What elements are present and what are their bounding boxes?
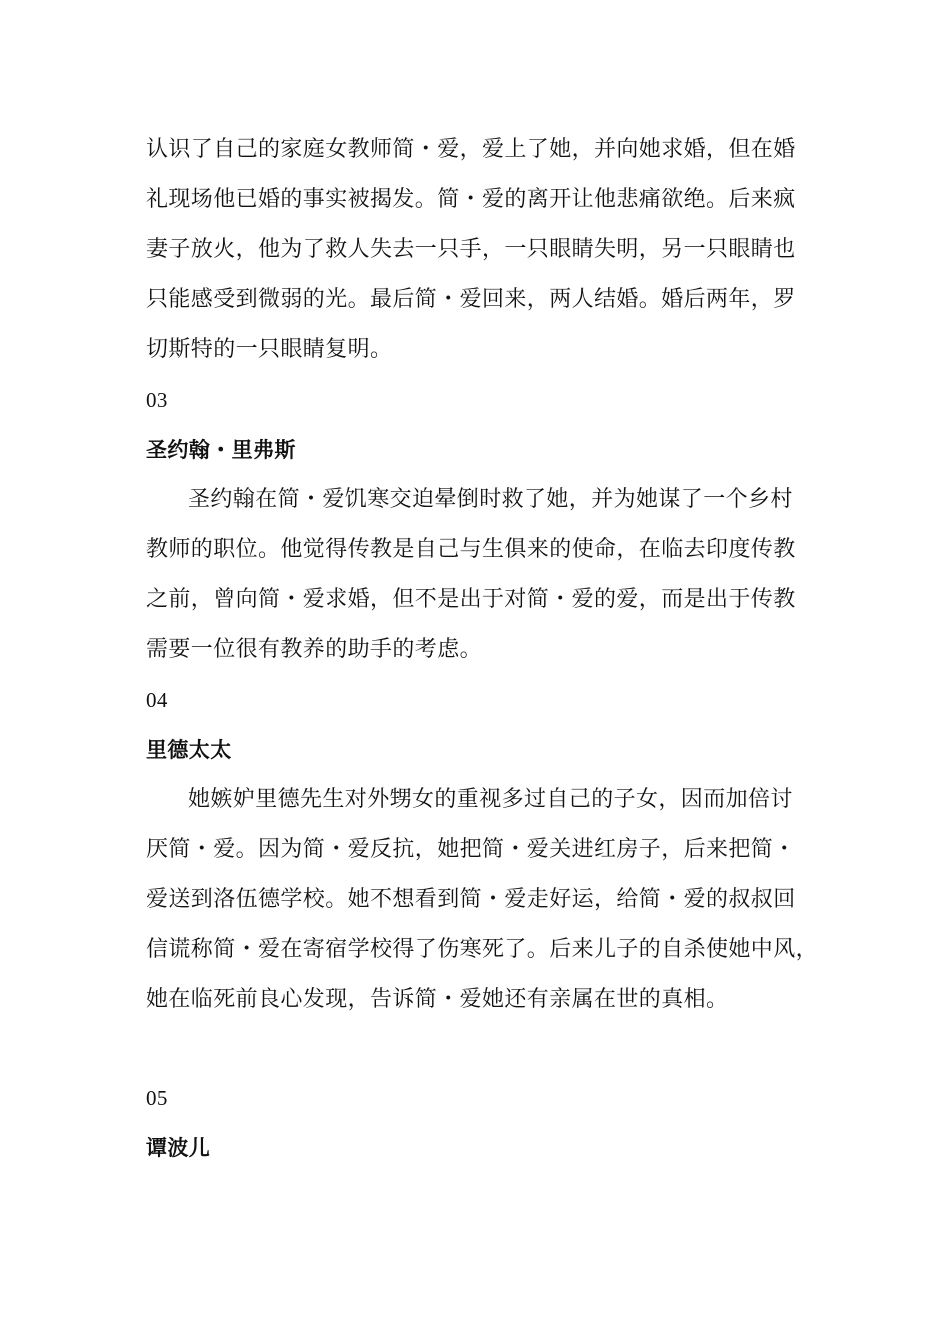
paragraph-line: 她嫉妒里德先生对外甥女的重视多过自己的子女，因而加倍讨 bbox=[188, 787, 793, 812]
paragraph-line: 妻子放火，他为了救人失去一只手，一只眼睛失明，另一只眼睛也 bbox=[146, 237, 796, 262]
section-heading: 圣约翰・里弗斯 bbox=[146, 438, 296, 462]
section-number: 03 bbox=[146, 388, 168, 412]
paragraph-line: 厌简・爱。因为简・爱反抗，她把简・爱关进红房子，后来把简・ bbox=[146, 837, 796, 862]
section-number: 05 bbox=[146, 1086, 168, 1110]
paragraph-line: 认识了自己的家庭女教师简・爱，爱上了她，并向她求婚，但在婚 bbox=[146, 137, 796, 162]
paragraph-line: 礼现场他已婚的事实被揭发。简・爱的离开让他悲痛欲绝。后来疯 bbox=[146, 187, 796, 212]
section-heading: 谭波儿 bbox=[146, 1136, 211, 1160]
paragraph-line: 圣约翰在简・爱饥寒交迫晕倒时救了她，并为她谋了一个乡村 bbox=[188, 487, 793, 512]
paragraph-line: 信谎称简・爱在寄宿学校得了伤寒死了。后来儿子的自杀使她中风， bbox=[146, 937, 819, 962]
paragraph-line: 教师的职位。他觉得传教是自己与生俱来的使命，在临去印度传教 bbox=[146, 537, 796, 562]
paragraph-line: 爱送到洛伍德学校。她不想看到简・爱走好运，给简・爱的叔叔回 bbox=[146, 887, 796, 912]
paragraph-line: 切斯特的一只眼睛复明。 bbox=[146, 337, 393, 362]
paragraph-line: 需要一位很有教养的助手的考虑。 bbox=[146, 637, 483, 662]
paragraph-line: 之前，曾向简・爱求婚，但不是出于对简・爱的爱，而是出于传教 bbox=[146, 587, 796, 612]
section-heading: 里德太太 bbox=[146, 738, 232, 762]
section-number: 04 bbox=[146, 688, 168, 712]
paragraph-line: 只能感受到微弱的光。最后简・爱回来，两人结婚。婚后两年，罗 bbox=[146, 287, 796, 312]
paragraph-line: 她在临死前良心发现，告诉简・爱她还有亲属在世的真相。 bbox=[146, 987, 729, 1012]
